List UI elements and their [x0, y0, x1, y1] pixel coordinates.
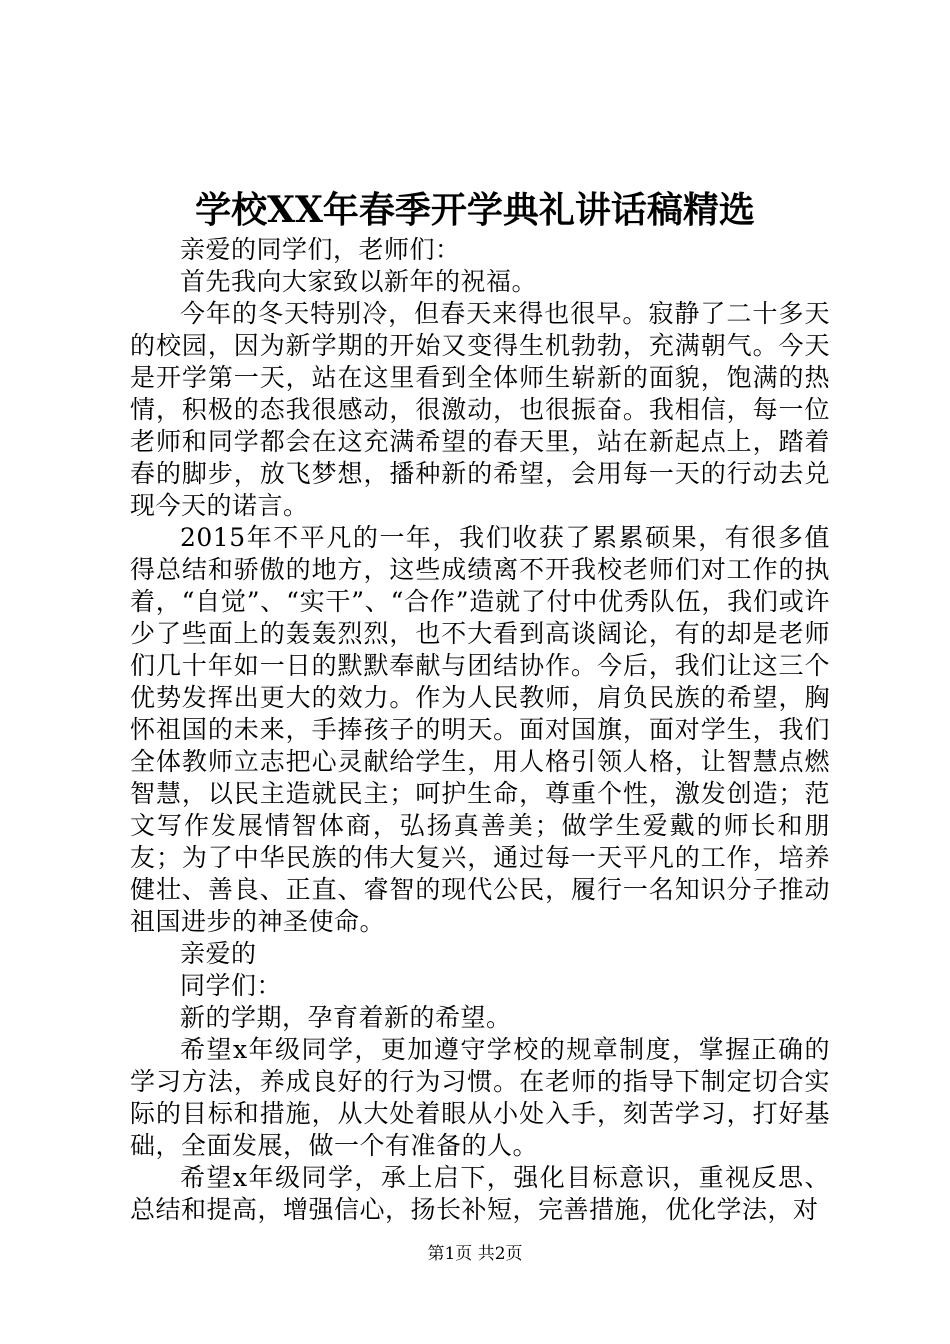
- document-body: [130, 234, 830, 1226]
- document-title: 学校XX年春季开学典礼讲话稿精选: [195, 189, 755, 231]
- greeting-paragraph: 首先我向大家致以新年的祝福。: [180, 267, 538, 296]
- body-paragraph: 希望x年级同学，承上启下，强化目标意识，重视反思、总结和提高，增强信心，扬长补短，完善措施，优化学法，对: [130, 1163, 830, 1224]
- body-paragraph: 新的学期，孕育着新的希望。: [180, 1003, 512, 1032]
- salutation-line: 同学们：: [180, 971, 283, 1000]
- page-number: 第1页 共2页: [427, 1244, 523, 1264]
- body-paragraph: 希望x年级同学，更加遵守学校的规章制度，掌握正确的学习方法，养成良好的行为习惯。在老师的指导下制定切合实际的目标和措施，从大处着眼从小处入手，刻苦学习，打好基础，全面发展，做一个有准备的人。: [130, 1035, 830, 1160]
- salutation-line: 亲爱的: [180, 939, 257, 968]
- salutation: 亲爱的同学们，老师们：: [180, 235, 461, 264]
- body-paragraph: 2015年不平凡的一年，我们收获了累累硕果，有很多值得总结和骄傲的地方，这些成绩离不开我校老师们对工作的执着，“自觉”、“实干”、“合作”造就了付中优秀队伍，我们或许少了些面上的轰轰烈烈，也不大看到高谈阔论，有的却是老师们几十年如一日的默默奉献与团结协作。今后，我们让这三个优势发挥出更大的效力。作为人民教师，肩负民族的希望，胸怀祖国的未来，手捧孩子的明天。面对国旗，面对学生，我们全体教师立志把心灵献给学生，用人格引领人格，让智慧点燃智慧，以民主造就民主；呵护生命，尊重个性，激发创造；范文写作发展情智体商，弘扬真善美；做学生爱戴的师长和朋友；为了中华民族的伟大复兴，通过每一天平凡的工作，培养健壮、善良、正直、睿智的现代公民，履行一名知识分子推动祖国进步的神圣使命。: [130, 523, 830, 936]
- body-paragraph: 今年的冬天特别冷，但春天来得也很早。寂静了二十多天的校园，因为新学期的开始又变得生机勃勃，充满朝气。今天是开学第一天，站在这里看到全体师生崭新的面貌，饱满的热情，积极的态我很感动，很激动，也很振奋。我相信，每一位老师和同学都会在这充满希望的春天里，站在新起点上，踏着春的脚步，放飞梦想，播种新的希望，会用每一天的行动去兑现今天的诺言。: [130, 299, 830, 520]
